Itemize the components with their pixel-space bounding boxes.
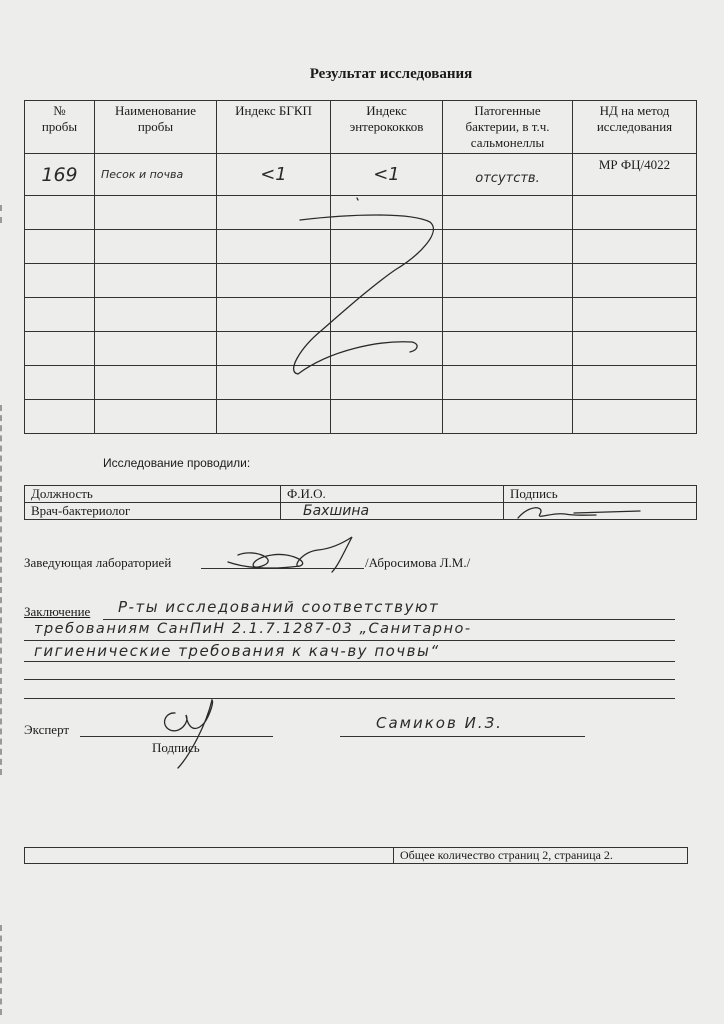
conclusion-label: Заключение	[24, 604, 91, 619]
table-row	[25, 400, 697, 434]
table-row	[25, 503, 697, 520]
conducted-by-label: Исследование проводили:	[103, 456, 251, 470]
head-of-lab-name: /Абросимова Л.М./	[365, 555, 471, 570]
results-table	[24, 100, 697, 434]
name-line	[340, 736, 585, 737]
staff-name-cell: Бахшина	[281, 503, 504, 520]
sample-name-cell: Песок и почва	[95, 154, 217, 196]
enterococci-cell: <1	[331, 154, 443, 196]
expert-name: Самиков И.З.	[376, 714, 503, 732]
conclusion-line	[24, 640, 675, 641]
table-row	[25, 196, 697, 230]
table-row	[25, 230, 697, 264]
staff-header-row	[25, 486, 697, 503]
binder-hole-mark	[0, 925, 12, 1015]
results-header-row	[25, 101, 697, 154]
footer-box	[24, 847, 688, 864]
header-full-name: Ф.И.О.	[281, 486, 504, 503]
signature-line	[80, 736, 273, 737]
method-cell: МР ФЦ/4022	[573, 154, 697, 196]
table-row	[25, 154, 697, 196]
table-row	[25, 366, 697, 400]
expert-label: Эксперт	[24, 722, 70, 737]
table-row	[25, 332, 697, 366]
header-position: Должность	[25, 486, 281, 503]
bgkp-cell: <1	[217, 154, 331, 196]
staff-table	[24, 485, 697, 520]
binder-hole-mark	[0, 205, 12, 223]
binder-hole-mark	[0, 405, 12, 775]
conclusion-line	[103, 619, 675, 620]
conclusion-line	[24, 661, 675, 662]
expert-signature	[165, 700, 213, 768]
conclusion-text-line: Р-ты исследований соответствуют	[118, 598, 440, 616]
signature-line	[201, 568, 364, 569]
page-title: Результат исследования	[309, 66, 473, 82]
header-pathogens: Патогенные бактерии, в т.ч. сальмонеллы	[443, 101, 573, 154]
pathogens-cell: отсутств.	[443, 154, 573, 196]
table-row	[25, 264, 697, 298]
head-of-lab-label: Заведующая лабораторией	[24, 555, 172, 570]
conclusion-line	[24, 698, 675, 699]
conclusion-text-line: требованиям СанПиН 2.1.7.1287-03 „Санитарно-	[34, 621, 472, 637]
staff-position-cell: Врач-бактериолог	[25, 503, 281, 520]
header-enterococci-index: Индекс энтерококков	[331, 101, 443, 154]
conclusion-line	[24, 679, 675, 680]
staff-signature-cell	[504, 503, 697, 520]
table-row	[25, 298, 697, 332]
header-method: НД на метод исследования	[573, 101, 697, 154]
header-sample-number: № пробы	[25, 101, 95, 154]
header-sample-name: Наименование пробы	[95, 101, 217, 154]
page-count-text: Общее количество страниц 2, страница 2.	[400, 848, 613, 862]
header-signature: Подпись	[504, 486, 697, 503]
conclusion-text-line: гигиенические требования к кач-ву почвы“	[34, 642, 440, 660]
header-bgkp-index: Индекс БГКП	[217, 101, 331, 154]
sample-number-cell: 169	[25, 154, 95, 196]
head-signature	[228, 537, 352, 572]
signature-caption: Подпись	[152, 740, 200, 755]
